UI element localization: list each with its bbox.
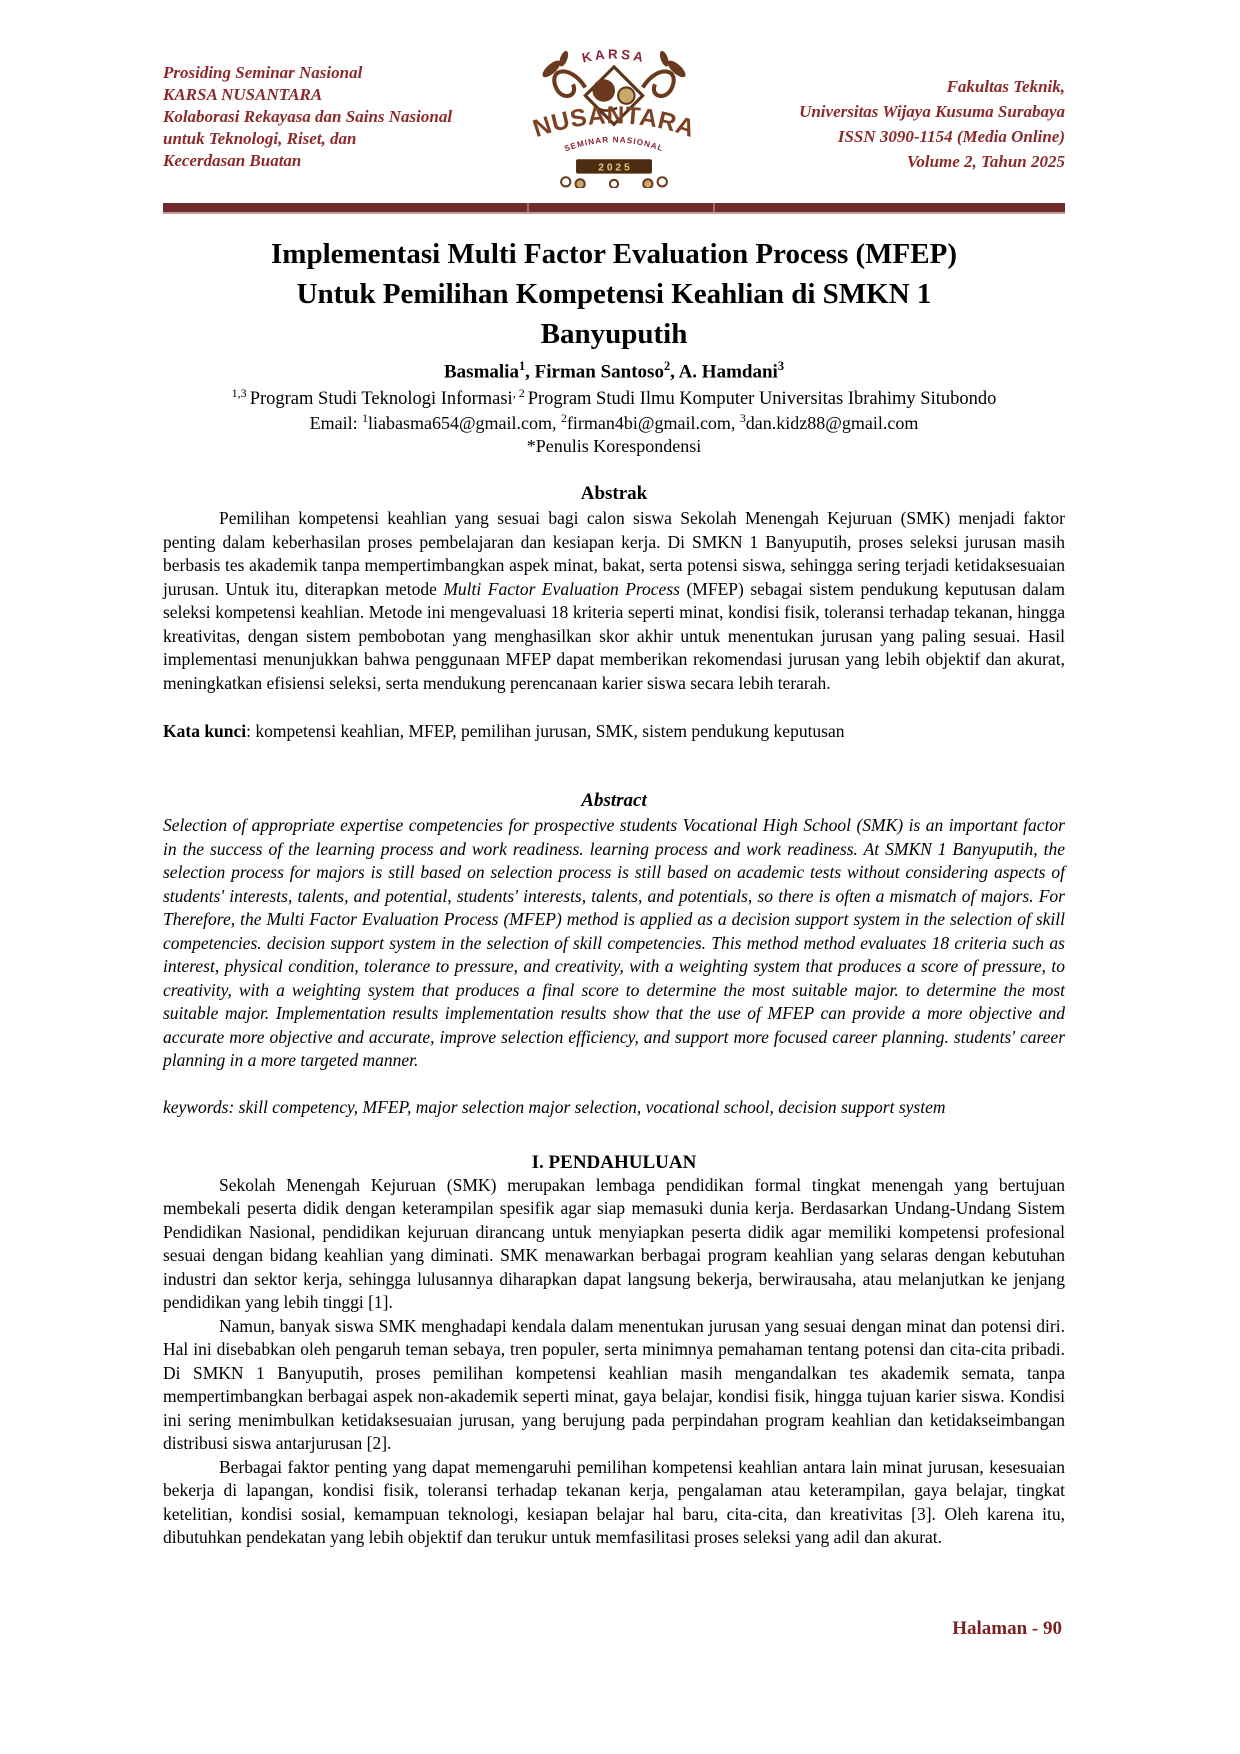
email-address: liabasma654@gmail.com, [368,413,562,434]
paper-title-line: Untuk Pemilihan Kompetensi Keahlian di SMKN 1 [296,278,932,310]
proceedings-line: Prosiding Seminar Nasional [163,63,363,82]
proceedings-info [163,40,508,172]
divider-segment-break [713,203,715,212]
email-line [163,412,1065,434]
journal-line: Volume 2, Tahun 2025 [906,152,1065,171]
introduction-section [163,1174,1065,1550]
author-name: Basmalia [444,361,519,383]
introduction-heading: I. PENDAHULUAN [531,1151,697,1173]
affil-text: Program Studi Ilmu Komputer Universitas Ibrahimy Situbondo [527,389,997,410]
author-affil-marker: 3 [777,359,784,373]
introduction-paragraph: Sekolah Menengah Kejuruan (SMK) merupakan lembaga pendidikan formal tingkat menengah yang bertujuan membekali peserta didik dengan keterampilan spesifik agar siap memasuki dunia kerja. Berdasarkan Undang-Undang Sistem Pendidikan Nasional, pendidikan kejuruan dirancang untuk menyiapkan peserta didik agar memiliki kompetensi profesional sesuai dengan bidang keahlian yang diminati. SMK menawarkan berbagai program keahlian yang selaras dengan kebutuhan industri dan sektor kerja, sehingga lulusannya diharapkan dapat langsung bekerja, berwirausaha, atau melanjutkan ke jenjang pendidikan yang lebih tinggi [1]. [163,1174,1065,1313]
logo-year-text: 2 0 2 5 [598,162,630,174]
journal-info [720,40,1065,174]
email-label: Email: [309,413,363,434]
email-marker: 1 [362,412,368,426]
email-marker: 2 [561,412,567,426]
proceedings-line: KARSA NUSANTARA [163,85,323,104]
email-address: firman4bi@gmail.com, [566,413,740,434]
abstrak-text: Pemilihan kompetensi keahlian yang sesuai bagi calon siswa Sekolah Menengah Kejuruan (SMK) menjadi faktor penting dalam keberhasilan proses pembelajaran dan kesiapan kerja. Di SMKN 1 Banyuputih, proses seleksi jurusan masih berbasis tes akademik tanpa mempertimbangkan aspek minat, bakat, serta potensi siswa, sehingga sering terjadi ketidaksesuaian jurusan. Untuk itu, diterapkan metode [163,508,1065,599]
logo-main-text: NUSANTARA [529,102,699,144]
journal-line: ISSN 3090-1154 (Media Online) [837,127,1065,146]
header-divider-bar [163,203,1065,214]
proceedings-line: Kolaborasi Rekayasa dan Sains Nasional [163,107,453,126]
journal-line: Fakultas Teknik, [946,77,1065,96]
proceedings-line: Kecerdasan Buatan [163,151,302,170]
author-name: , Firman Santoso [525,361,664,383]
affil-marker: 1,3 [231,386,250,401]
logo-top-text: KARSA [580,46,648,66]
abstract-en-body: Selection of appropriate expertise competencies for prospective students Vocational High School (SMK) is an important factor in the success of the learning process and work readiness. learning process and work readiness. At SMKN 1 Banyuputih, the selection process for majors is still based on selection process is still based on academic tests without considering aspects of students' interests, talents, and potential, students' interests, talents, and potentials, so there is often a mismatch of majors. For Therefore, the Multi Factor Evaluation Process (MFEP) method is applied as a decision support system in the selection of skill competencies. decision support system in the selection of skill competencies. This method method evaluates 18 criteria such as interest, physical condition, tolerance to pressure, and creativity, with a weighting system that produces a score of pressure, to creativity, with a weighting system that produces a final score to determine the most suitable major. to determine the most suitable major. Implementation results implementation results show that the use of MFEP can provide a more objective and accurate more objective and accurate, improve selection efficiency, and support more focused career planning. students' career planning in a more targeted manner. [163,815,1065,1071]
seminar-logo-icon [526,32,702,188]
svg-text:SEMINAR NASIONAL [563,135,665,153]
proceedings-line: untuk Teknologi, Riset, dan [163,129,357,148]
paper-title-line: Banyuputih [540,318,688,350]
correspondence-note: *Penulis Korespondensi [526,436,702,457]
divider-segment-break [527,203,529,212]
paper-title-line: Implementasi Multi Factor Evaluation Process (MFEP) [271,238,957,270]
author-affil-marker: 2 [663,359,671,373]
kata-kunci-line [163,721,1065,742]
introduction-paragraph: Berbagai faktor penting yang dapat memengaruhi pemilihan kompetensi keahlian antara lain minat jurusan, kesesuaian bekerja di lapangan, kondisi fisik, toleransi terhadap tekanan kerja, pengalaman atau keterampilan, gaya belajar, tingkat ketelitian, kondisi sosial, kemampuan teknologi, kesiapan belajar hal baru, cita-cita, dan kreativitas [3]. Oleh karena itu, dibutuhkan pendekatan yang lebih objektif dan terukur untuk memfasilitasi proses seleksi yang adil dan akurat. [163,1456,1065,1548]
kata-kunci-list: : kompetensi keahlian, MFEP, pemilihan jurusan, SMK, sistem pendukung keputusan [246,721,845,742]
abstrak-method-name: Multi Factor Evaluation Process [443,578,680,599]
affil-marker: , 2 [512,386,528,401]
journal-line: Universitas Wijaya Kusuma Surabaya [799,102,1065,121]
abstract-en-heading: Abstract [581,790,647,812]
abstrak-heading: Abstrak [580,483,648,505]
affiliation-line [163,386,1065,410]
authors-line [163,359,1065,383]
paper-title [163,234,1065,354]
kata-kunci-label: Kata kunci [163,721,247,742]
abstrak-body [163,507,1065,695]
affil-text: Program Studi Teknologi Informasi [249,389,513,410]
author-affil-marker: 1 [518,359,526,373]
svg-text:KARSA [580,47,647,66]
page-number: Halaman - 90 [952,1618,1062,1639]
email-address: dan.kidz88@gmail.com [745,413,919,434]
keywords-en-line: keywords: skill competency, MFEP, major selection major selection, vocational school, decision support system [163,1096,946,1117]
karsa-nusantara-logo [526,32,702,193]
author-name: , A. Hamdani [670,361,778,383]
email-marker: 3 [739,412,746,426]
introduction-paragraph: Namun, banyak siswa SMK menghadapi kendala dalam menentukan jurusan yang sesuai dengan minat dan potensi diri. Hal ini disebabkan oleh pengaruh teman sebaya, tren populer, serta minimnya pemahaman tentang potensi dan cita-cita pribadi. Di SMKN 1 Banyuputih, proses pemilihan kompetensi keahlian masih mengandalkan tes akademik semata, tanpa mempertimbangkan berbagai aspek non-akademik seperti minat, gaya belajar, kondisi fisik, hingga tujuan karier siswa. Kondisi ini sering menimbulkan ketidaksesuaian jurusan, yang berujung pada perpindahan program keahlian dan ketidakseimbangan distribusi siswa antarjurusan [2]. [163,1315,1065,1454]
abstrak-text: (MFEP) sebagai sistem pendukung keputusan dalam seleksi kompetensi keahlian. Metode ini mengevaluasi 18 kriteria seperti minat, kondisi fisik, toleransi terhadap tekanan, hingga kreativitas, dengan sistem pembobotan yang menghasilkan skor akhir untuk menentukan jurusan yang paling sesuai. Hasil implementasi menunjukkan bahwa penggunaan MFEP dapat memberikan rekomendasi jurusan yang lebih objektif dan akurat, meningkatkan efisiensi seleksi, serta mendukung perencanaan karier siswa secara lebih terarah. [163,578,1065,693]
logo-sub-text: SEMINAR NASIONAL [563,135,665,154]
page-header [163,40,1065,193]
